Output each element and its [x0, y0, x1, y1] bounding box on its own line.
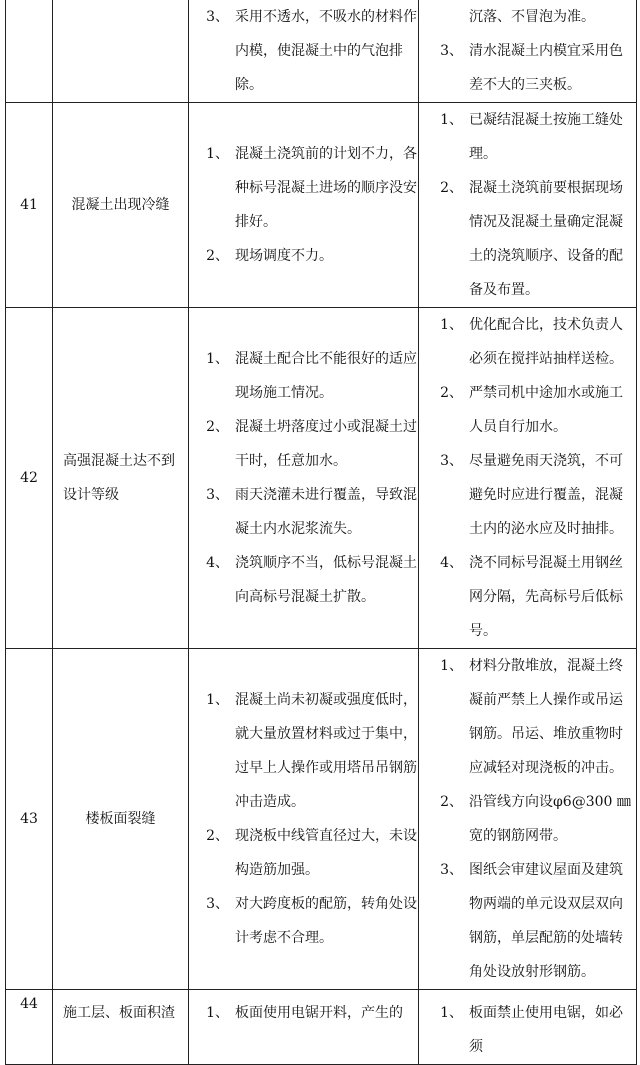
cause-cell [189, 649, 419, 990]
item-text: 雨天浇灌未进行覆盖，导致混凝土内水泥浆流失。 [235, 487, 417, 537]
item-marker: 1、 [440, 658, 463, 674]
item-text: 图纸会审建议屋面及建筑物两端的单元设双层双向钢筋，单层配筋的处墙转角处设放射形钢筋。 [469, 862, 623, 980]
cause-item [189, 546, 418, 614]
item-marker: 3、 [440, 862, 463, 878]
cause-item [189, 996, 418, 1030]
cause-item [189, 239, 418, 273]
table-row [6, 0, 637, 103]
row-number: 42 [6, 308, 53, 649]
prevention-item [419, 444, 636, 546]
prevention-item [419, 649, 636, 785]
item-marker: 2、 [440, 180, 463, 196]
prevention-item [419, 376, 636, 444]
item-text: 混凝土配合比不能很好的适应现场施工情况。 [235, 351, 417, 401]
item-marker: 1、 [440, 317, 463, 333]
row-number: 44 [6, 990, 53, 1065]
item-text: 已凝结混凝土按施工缝处理。 [469, 112, 623, 162]
cause-item [189, 410, 418, 478]
item-text: 浇不同标号混凝土用钢丝网分隔，先高标号后低标号。 [469, 555, 623, 639]
table-row [6, 649, 637, 990]
cause-cell [189, 990, 419, 1065]
cause-item [189, 137, 418, 239]
prevention-item [419, 785, 636, 853]
prevention-item [419, 171, 636, 307]
item-marker: 2、 [206, 248, 229, 264]
item-marker: 2、 [206, 419, 229, 435]
item-marker: 1、 [206, 692, 229, 708]
item-marker: 1、 [440, 1005, 463, 1021]
prevention-cell [419, 649, 637, 990]
table-row [6, 990, 637, 1065]
cause-item [189, 0, 418, 102]
prevention-item [419, 546, 636, 648]
defect-title: 高强混凝土达不到设计等级 [53, 308, 189, 649]
item-text: 严禁司机中途加水或施工人员自行加水。 [469, 385, 623, 435]
item-text: 尽量避免雨天浇筑，不可避免时应进行覆盖，混凝土内的泌水应及时抽排。 [469, 453, 623, 537]
cause-item [189, 819, 418, 887]
prevention-cell [419, 308, 637, 649]
item-text: 板面使用电锯开料，产生的 [235, 1005, 403, 1021]
item-marker: 1、 [206, 1005, 229, 1021]
item-marker: 1、 [206, 351, 229, 367]
item-text: 现浇板中线管直径过大，未设构造筋加强。 [235, 828, 417, 878]
cause-cell [189, 308, 419, 649]
item-text: 混凝土浇筑前的计划不力，各种标号混凝土进场的顺序没安排好。 [235, 146, 417, 230]
item-text: 浇筑顺序不当，低标号混凝土向高标号混凝土扩散。 [235, 555, 417, 605]
item-marker: 3、 [440, 43, 463, 59]
row-number: 43 [6, 649, 53, 990]
item-text: 对大跨度板的配筋，转角处设计考虑不合理。 [235, 896, 417, 946]
item-marker: 3、 [440, 453, 463, 469]
prevention-cell [419, 0, 637, 103]
prevention-item [419, 996, 636, 1064]
row-number: 41 [6, 103, 53, 308]
cause-item [189, 478, 418, 546]
item-text: 优化配合比，技术负责人必须在搅拌站抽样送检。 [469, 317, 623, 367]
quality-defects-table [5, 0, 637, 1065]
table-row [6, 308, 637, 649]
defect-title: 施工层、板面积渣 [53, 990, 189, 1065]
item-text: 材料分散堆放，混凝土终凝前严禁上人操作或吊运钢筋。吊运、堆放重物时应减轻对现浇板的冲击。 [469, 658, 623, 776]
prevention-cell [419, 990, 637, 1065]
item-text: 现场调度不力。 [235, 248, 333, 264]
cause-item [189, 887, 418, 955]
item-marker: 4、 [440, 555, 463, 571]
item-text: 混凝土坍落度过小或混凝土过干时，任意加水。 [235, 419, 417, 469]
prevention-item [419, 308, 636, 376]
item-text: 采用不透水，不吸水的材料作内模，使混凝土中的气泡排除。 [235, 9, 417, 93]
cause-item [189, 683, 418, 819]
prevention-item [419, 103, 636, 171]
item-text: 板面禁止使用电锯，如必须 [469, 1005, 623, 1055]
item-marker: 2、 [440, 794, 463, 810]
prevention-item [419, 0, 636, 34]
item-marker [419, 0, 469, 34]
item-marker: 2、 [206, 828, 229, 844]
item-text: 沉落、不冒泡为准。 [469, 9, 595, 25]
cause-item [189, 342, 418, 410]
item-text: 混凝土浇筑前要根据现场情况及混凝土量确定混凝土的浇筑顺序、设备的配备及布置。 [469, 180, 623, 298]
prevention-item [419, 34, 636, 102]
item-marker: 3、 [206, 487, 229, 503]
prevention-cell [419, 103, 637, 308]
item-marker: 2、 [440, 385, 463, 401]
item-text: 沿管线方向设φ6@300 ㎜宽的钢筋网带。 [469, 794, 631, 844]
cause-cell [189, 0, 419, 103]
item-marker: 3、 [206, 896, 229, 912]
item-marker: 1、 [206, 146, 229, 162]
prevention-item [419, 853, 636, 989]
defect-title: 混凝土出现冷缝 [53, 103, 189, 308]
defect-title: 楼板面裂缝 [53, 649, 189, 990]
item-text: 清水混凝土内模宜采用色差不大的三夹板。 [469, 43, 623, 93]
table-row [6, 103, 637, 308]
item-text: 混凝土尚未初凝或强度低时，就大量放置材料或过于集中，过早上人操作或用塔吊吊钢筋冲击造成。 [235, 692, 417, 810]
item-marker: 4、 [206, 555, 229, 571]
cause-cell [189, 103, 419, 308]
item-marker: 1、 [440, 112, 463, 128]
defect-title [53, 0, 189, 103]
row-number [6, 0, 53, 103]
item-marker: 3、 [206, 9, 229, 25]
